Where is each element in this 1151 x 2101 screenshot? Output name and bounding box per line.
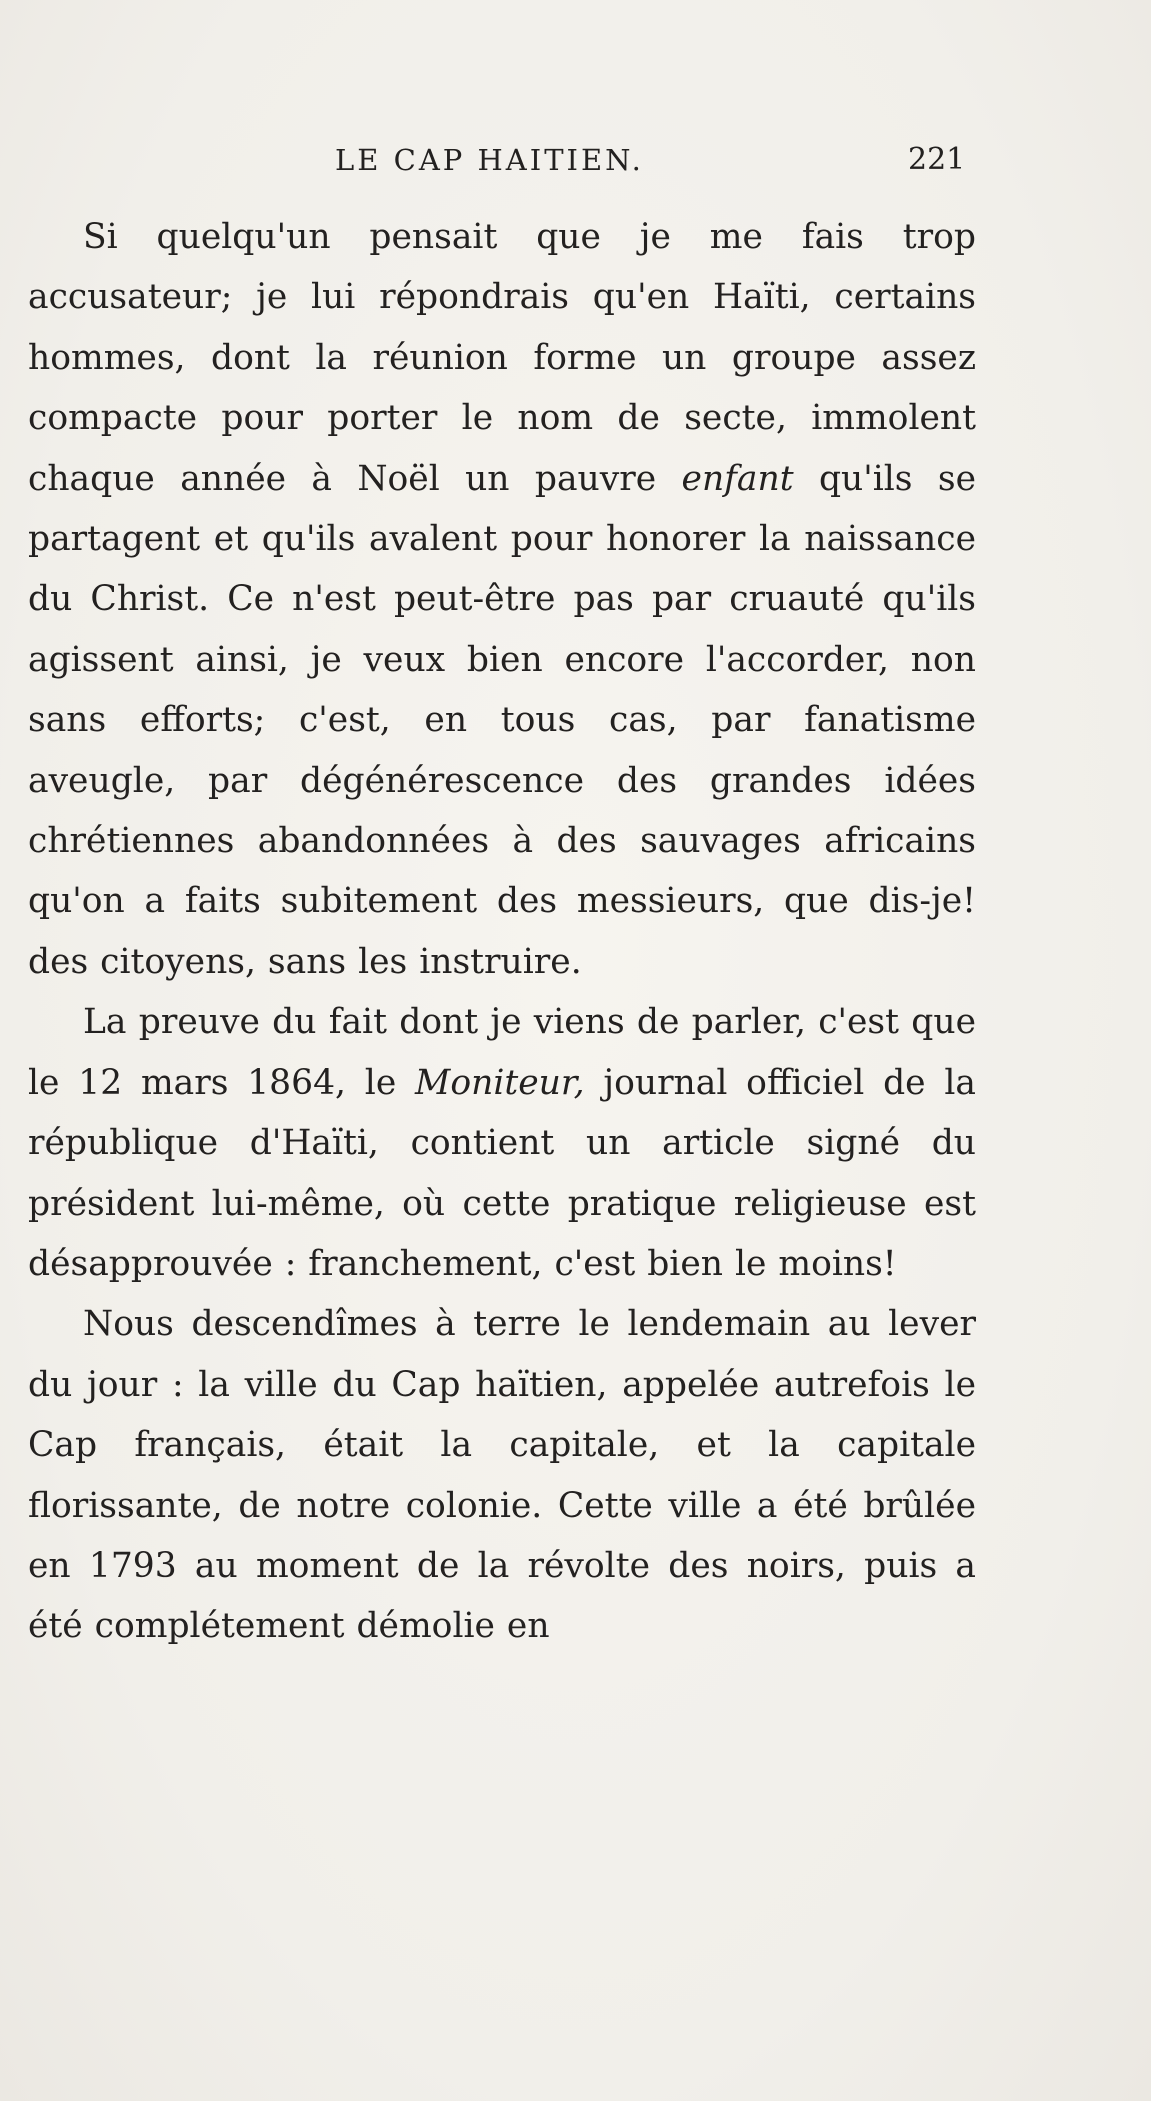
page-header	[0, 140, 1151, 180]
paragraph-2	[28, 992, 976, 1294]
paragraph-2-text-a: La preuve du fait dont je viens de parler, c'est que le 12 mars 1864, le	[28, 1002, 976, 1103]
paragraph-1	[28, 207, 976, 992]
paragraph-3: Nous descendîmes à terre le lendemain au lever du jour : la ville du Cap haïtien, appelée autrefois le Cap français, était la capitale, et la capitale florissante, de notre colonie. Cette ville a été brûlée en 1793 au moment de la révolte des noirs, puis a été complétement démolie en	[28, 1304, 976, 1647]
running-head: LE CAP HAITIEN.	[335, 143, 644, 177]
paragraph-1-emphasis: enfant	[681, 458, 794, 499]
paragraph-2-text-b: journal officiel de la république d'Haïti, contient un article signé du président lui-même, où cette pratique religieuse est désapprouvée : franchement, c'est bien le moins!	[28, 1062, 976, 1284]
paragraph-1-text-a: Si quelqu'un pensait que je me fais trop accusateur; je lui répondrais qu'en Haïti, certains hommes, dont la réunion forme un groupe assez compacte pour porter le nom de secte, immolent chaque année à Noël un pauvre	[28, 217, 976, 499]
paragraph-2-emphasis: Moniteur,	[415, 1062, 585, 1103]
paragraph-1-text-b: qu'ils se partagent et qu'ils avalent pour honorer la naissance du Christ. Ce n'est peut-être pas par cruauté qu'ils agissent ainsi, je veux bien encore l'accorder, non sans efforts; c'est, en tous cas, par fanatisme aveugle, par dégénérescence des grandes idées chrétiennes abandonnées à des sauvages africains qu'on a faits subitement des messieurs, que dis-je! des citoyens, sans les instruire.	[28, 458, 976, 982]
body-text	[28, 207, 976, 1657]
page-number: 221	[908, 142, 966, 177]
